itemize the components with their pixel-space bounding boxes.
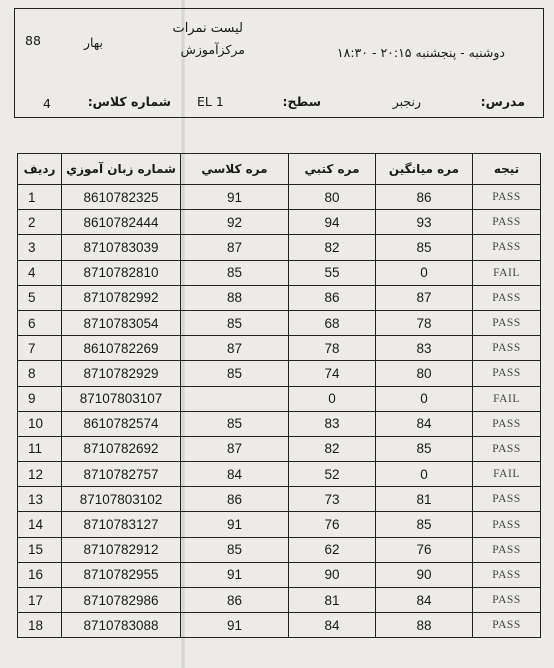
cell-written-score: 78 [289,336,376,361]
cell-midterm-score: 86 [376,185,473,210]
cell-student-id: 8710782955 [62,562,181,587]
cell-written-score: 94 [289,210,376,235]
cell-midterm-score: 85 [376,436,473,461]
cell-written-score: 74 [289,361,376,386]
list-title: لیست نمرات [172,21,243,36]
cell-written-score: 84 [289,613,376,638]
table-row [18,361,541,386]
cell-row-number: 3 [18,235,62,260]
cell-class-score: 92 [181,210,289,235]
cell-midterm-score: 84 [376,411,473,436]
cell-written-score: 68 [289,310,376,335]
cell-student-id: 87107803102 [62,487,181,512]
cell-written-score: 83 [289,411,376,436]
cell-student-id: 8710782912 [62,537,181,562]
cell-result: FAIL [473,260,541,285]
cell-midterm-score: 0 [376,386,473,411]
cell-result: PASS [473,185,541,210]
cell-written-score: 55 [289,260,376,285]
cell-student-id: 8610782444 [62,210,181,235]
cell-row-number: 17 [18,588,62,613]
cell-written-score: 52 [289,462,376,487]
cell-written-score: 62 [289,537,376,562]
cell-written-score: 73 [289,487,376,512]
cell-written-score: 86 [289,285,376,310]
cell-result: PASS [473,361,541,386]
cell-row-number: 15 [18,537,62,562]
cell-row-number: 8 [18,361,62,386]
cell-written-score: 81 [289,588,376,613]
cell-midterm-score: 84 [376,588,473,613]
cell-result: PASS [473,411,541,436]
cell-class-score: 85 [181,361,289,386]
cell-written-score: 82 [289,436,376,461]
table-row [18,386,541,411]
cell-written-score: 80 [289,185,376,210]
cell-result: PASS [473,235,541,260]
cell-student-id: 8710782692 [62,436,181,461]
header-box [14,8,544,118]
table-row [18,462,541,487]
col-header-class-score: مره كلاسي [181,154,289,185]
table-row [18,537,541,562]
col-header-written-score: مره كتبي [289,154,376,185]
cell-class-score: 87 [181,436,289,461]
col-header-result: تيجه [473,154,541,185]
cell-class-score: 85 [181,537,289,562]
cell-result: PASS [473,310,541,335]
table-row [18,411,541,436]
cell-row-number: 7 [18,336,62,361]
cell-result: FAIL [473,462,541,487]
cell-written-score: 82 [289,235,376,260]
cell-midterm-score: 93 [376,210,473,235]
cell-result: PASS [473,537,541,562]
cell-written-score: 0 [289,386,376,411]
cell-midterm-score: 87 [376,285,473,310]
level-label: سطح: [282,94,321,109]
table-row [18,562,541,587]
cell-class-score: 91 [181,185,289,210]
cell-row-number: 9 [18,386,62,411]
cell-student-id: 8710782757 [62,462,181,487]
cell-row-number: 6 [18,310,62,335]
cell-result: FAIL [473,386,541,411]
cell-row-number: 14 [18,512,62,537]
cell-written-score: 76 [289,512,376,537]
cell-result: PASS [473,512,541,537]
cell-result: PASS [473,436,541,461]
cell-class-score: 91 [181,613,289,638]
col-header-midterm-score: مره ميانگين [376,154,473,185]
cell-student-id: 8710782810 [62,260,181,285]
cell-midterm-score: 85 [376,512,473,537]
table-header-row [18,154,541,185]
table-row [18,310,541,335]
cell-row-number: 10 [18,411,62,436]
cell-row-number: 2 [18,210,62,235]
cell-row-number: 1 [18,185,62,210]
cell-class-score: 87 [181,235,289,260]
teacher-label: مدرس: [480,94,525,109]
cell-student-id: 8610782325 [62,185,181,210]
season: بهار [83,35,103,50]
table-row [18,588,541,613]
cell-class-score: 91 [181,562,289,587]
table-row [18,285,541,310]
col-header-row-number: ردیف [18,154,62,185]
cell-midterm-score: 78 [376,310,473,335]
cell-class-score: 91 [181,512,289,537]
cell-result: PASS [473,336,541,361]
cell-result: PASS [473,210,541,235]
cell-class-score: 86 [181,588,289,613]
term-number: 88 [25,33,41,48]
cell-result: PASS [473,285,541,310]
table-row [18,487,541,512]
cell-student-id: 8710783039 [62,235,181,260]
col-header-student-id: شماره زبان آموزي [62,154,181,185]
cell-midterm-score: 83 [376,336,473,361]
cell-row-number: 13 [18,487,62,512]
schedule: دوشنبه - پنجشنبه ۲۰:۱۵ - ۱۸:۳۰ [336,45,505,60]
cell-student-id: 8710782929 [62,361,181,386]
cell-class-score: 85 [181,411,289,436]
grades-table [17,153,541,638]
cell-class-score: 85 [181,310,289,335]
level-value: EL 1 [197,94,224,109]
table-row [18,235,541,260]
table-row [18,336,541,361]
center-name: مرکزآموزش [180,42,245,57]
cell-result: PASS [473,487,541,512]
cell-class-score [181,386,289,411]
teacher-name: رنجبر [392,94,421,109]
cell-row-number: 16 [18,562,62,587]
cell-student-id: 87107803107 [62,386,181,411]
cell-student-id: 8610782574 [62,411,181,436]
cell-class-score: 87 [181,336,289,361]
cell-midterm-score: 80 [376,361,473,386]
cell-result: PASS [473,613,541,638]
cell-row-number: 11 [18,436,62,461]
cell-student-id: 8710782992 [62,285,181,310]
cell-midterm-score: 0 [376,260,473,285]
cell-result: PASS [473,562,541,587]
cell-student-id: 8710783088 [62,613,181,638]
cell-midterm-score: 90 [376,562,473,587]
cell-written-score: 90 [289,562,376,587]
cell-row-number: 5 [18,285,62,310]
table-row [18,613,541,638]
cell-class-score: 84 [181,462,289,487]
class-number: 4 [43,96,51,111]
table-row [18,512,541,537]
table-row [18,436,541,461]
cell-result: PASS [473,588,541,613]
table-row [18,210,541,235]
cell-student-id: 8710783127 [62,512,181,537]
cell-student-id: 8710782986 [62,588,181,613]
table-row [18,260,541,285]
cell-student-id: 8710783054 [62,310,181,335]
cell-midterm-score: 85 [376,235,473,260]
table-row [18,185,541,210]
cell-row-number: 4 [18,260,62,285]
cell-midterm-score: 88 [376,613,473,638]
class-number-label: شماره کلاس: [87,94,171,109]
cell-midterm-score: 76 [376,537,473,562]
cell-class-score: 86 [181,487,289,512]
cell-student-id: 8610782269 [62,336,181,361]
cell-class-score: 85 [181,260,289,285]
cell-midterm-score: 81 [376,487,473,512]
cell-row-number: 18 [18,613,62,638]
cell-class-score: 88 [181,285,289,310]
cell-row-number: 12 [18,462,62,487]
cell-midterm-score: 0 [376,462,473,487]
